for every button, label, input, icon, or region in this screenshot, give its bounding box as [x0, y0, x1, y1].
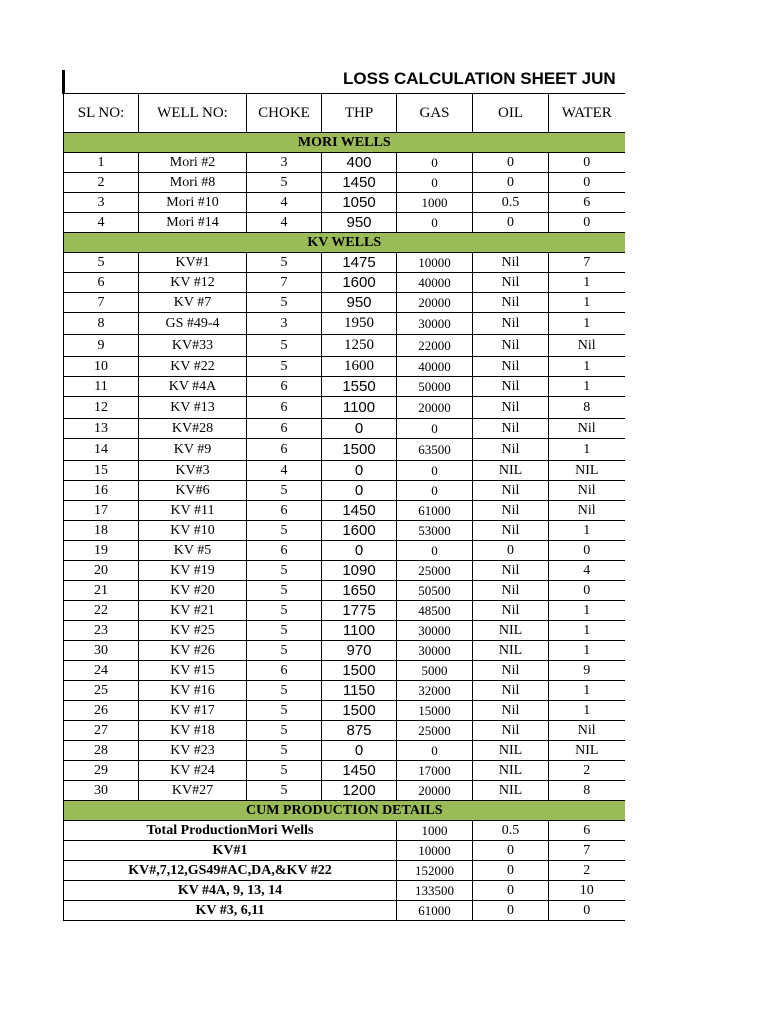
- table-cell[interactable]: 6: [247, 397, 322, 419]
- table-cell[interactable]: 1100: [322, 397, 397, 419]
- table-cell[interactable]: 0: [473, 541, 549, 561]
- summary-cell[interactable]: 0: [473, 881, 549, 901]
- column-header[interactable]: OIL: [473, 94, 549, 133]
- summary-cell[interactable]: 6: [549, 821, 625, 841]
- table-cell[interactable]: 5: [247, 641, 322, 661]
- table-cell[interactable]: 12: [64, 397, 139, 419]
- summary-row: [64, 841, 625, 861]
- table-cell[interactable]: 1100: [322, 621, 397, 641]
- table-cell[interactable]: 5: [247, 681, 322, 701]
- table-row: [64, 561, 625, 581]
- table-cell[interactable]: KV#6: [139, 481, 247, 501]
- table-cell[interactable]: Nil: [473, 419, 549, 439]
- table-cell[interactable]: 30: [64, 781, 139, 801]
- table-cell[interactable]: NIL: [473, 621, 549, 641]
- table-row: [64, 273, 625, 293]
- table-cell[interactable]: Nil: [473, 397, 549, 419]
- table-cell[interactable]: 0: [322, 481, 397, 501]
- table-cell[interactable]: 25: [64, 681, 139, 701]
- column-header[interactable]: THP: [322, 94, 397, 133]
- table-cell[interactable]: 1450: [322, 501, 397, 521]
- section-row: [64, 133, 625, 153]
- table-cell[interactable]: 1000: [397, 193, 473, 213]
- table-cell[interactable]: 7: [247, 273, 322, 293]
- table-cell[interactable]: 24: [64, 661, 139, 681]
- table-cell[interactable]: Nil: [549, 419, 625, 439]
- summary-cell[interactable]: 10: [549, 881, 625, 901]
- column-header[interactable]: WATER: [549, 94, 625, 133]
- table-cell[interactable]: 0: [397, 419, 473, 439]
- table-row: [64, 461, 625, 481]
- table-cell[interactable]: 4: [247, 461, 322, 481]
- table-cell[interactable]: 2: [64, 173, 139, 193]
- table-cell[interactable]: 50000: [397, 377, 473, 397]
- section-row: [64, 801, 625, 821]
- table-row: [64, 721, 625, 741]
- table-cell[interactable]: Nil: [549, 335, 625, 357]
- table-cell[interactable]: Mori #14: [139, 213, 247, 233]
- table-cell[interactable]: 0: [397, 213, 473, 233]
- loss-calculation-table: [63, 93, 625, 921]
- table-cell[interactable]: 61000: [397, 501, 473, 521]
- column-header[interactable]: CHOKE: [247, 94, 322, 133]
- table-cell[interactable]: 29: [64, 761, 139, 781]
- table-cell[interactable]: 0: [397, 741, 473, 761]
- table-cell[interactable]: 1: [549, 273, 625, 293]
- table-cell[interactable]: Nil: [473, 501, 549, 521]
- table-row: [64, 357, 625, 377]
- table-cell[interactable]: 5: [247, 481, 322, 501]
- table-cell[interactable]: 1950: [322, 313, 397, 335]
- sheet-title: LOSS CALCULATION SHEET JUN: [343, 69, 616, 88]
- table-cell[interactable]: 0: [549, 541, 625, 561]
- table-cell[interactable]: 63500: [397, 439, 473, 461]
- table-cell[interactable]: 1: [549, 701, 625, 721]
- table-cell[interactable]: 30: [64, 641, 139, 661]
- table-cell[interactable]: 15000: [397, 701, 473, 721]
- table-cell[interactable]: Nil: [473, 721, 549, 741]
- table-cell[interactable]: 48500: [397, 601, 473, 621]
- table-cell[interactable]: 21: [64, 581, 139, 601]
- table-cell[interactable]: 1: [549, 377, 625, 397]
- column-header[interactable]: WELL NO:: [139, 94, 247, 133]
- table-cell[interactable]: Nil: [473, 521, 549, 541]
- table-cell[interactable]: 5: [247, 561, 322, 581]
- table-cell[interactable]: 1150: [322, 681, 397, 701]
- table-cell[interactable]: 1: [549, 621, 625, 641]
- section-label[interactable]: CUM PRODUCTION DETAILS: [64, 801, 625, 821]
- table-cell[interactable]: 25000: [397, 721, 473, 741]
- table-cell[interactable]: 6: [247, 439, 322, 461]
- summary-cell[interactable]: 2: [549, 861, 625, 881]
- table-cell[interactable]: 4: [64, 213, 139, 233]
- table-cell[interactable]: 1600: [322, 357, 397, 377]
- summary-label[interactable]: KV#,7,12,GS49#AC,DA,&KV #22: [64, 861, 397, 881]
- table-row: [64, 661, 625, 681]
- table-cell[interactable]: 3: [247, 153, 322, 173]
- table-cell[interactable]: 7: [549, 253, 625, 273]
- table-cell[interactable]: Nil: [549, 481, 625, 501]
- summary-cell[interactable]: 7: [549, 841, 625, 861]
- table-cell[interactable]: 53000: [397, 521, 473, 541]
- table-cell[interactable]: 950: [322, 213, 397, 233]
- table-row: [64, 173, 625, 193]
- table-cell[interactable]: Nil: [473, 661, 549, 681]
- table-cell[interactable]: 0: [549, 173, 625, 193]
- table-cell[interactable]: Nil: [473, 481, 549, 501]
- table-cell[interactable]: Nil: [473, 273, 549, 293]
- table-row: [64, 397, 625, 419]
- table-cell[interactable]: 1: [549, 601, 625, 621]
- table-cell[interactable]: 1250: [322, 335, 397, 357]
- table-cell[interactable]: 26: [64, 701, 139, 721]
- table-cell[interactable]: KV #10: [139, 521, 247, 541]
- table-cell[interactable]: 23: [64, 621, 139, 641]
- table-cell[interactable]: NIL: [473, 641, 549, 661]
- table-cell[interactable]: 0: [322, 419, 397, 439]
- table-cell[interactable]: 8: [549, 781, 625, 801]
- table-cell[interactable]: KV #4A: [139, 377, 247, 397]
- table-cell[interactable]: 1450: [322, 173, 397, 193]
- table-cell[interactable]: KV#27: [139, 781, 247, 801]
- table-cell[interactable]: Mori #10: [139, 193, 247, 213]
- table-cell[interactable]: KV #7: [139, 293, 247, 313]
- table-row: [64, 501, 625, 521]
- summary-cell[interactable]: 0: [473, 841, 549, 861]
- table-cell[interactable]: KV #25: [139, 621, 247, 641]
- table-cell[interactable]: Nil: [549, 501, 625, 521]
- summary-label[interactable]: KV#1: [64, 841, 397, 861]
- table-cell[interactable]: 9: [64, 335, 139, 357]
- summary-label[interactable]: KV #4A, 9, 13, 14: [64, 881, 397, 901]
- table-cell[interactable]: 1450: [322, 761, 397, 781]
- table-cell[interactable]: 1: [549, 313, 625, 335]
- table-cell[interactable]: 1: [549, 521, 625, 541]
- table-cell[interactable]: 1500: [322, 661, 397, 681]
- table-row: [64, 781, 625, 801]
- table-cell[interactable]: 11: [64, 377, 139, 397]
- table-cell[interactable]: 1: [549, 357, 625, 377]
- table-cell[interactable]: 8: [64, 313, 139, 335]
- table-cell[interactable]: 0: [322, 461, 397, 481]
- table-cell[interactable]: 400: [322, 153, 397, 173]
- table-cell[interactable]: 8: [549, 397, 625, 419]
- table-cell[interactable]: KV #18: [139, 721, 247, 741]
- summary-cell[interactable]: 0: [473, 901, 549, 921]
- table-cell[interactable]: KV #21: [139, 601, 247, 621]
- table-cell[interactable]: 19: [64, 541, 139, 561]
- table-cell[interactable]: 5: [247, 601, 322, 621]
- table-cell[interactable]: NIL: [473, 741, 549, 761]
- section-label[interactable]: KV WELLS: [64, 233, 625, 253]
- table-cell[interactable]: 4: [247, 213, 322, 233]
- summary-cell[interactable]: 1000: [397, 821, 473, 841]
- table-cell[interactable]: 5: [247, 721, 322, 741]
- table-cell[interactable]: 0: [473, 213, 549, 233]
- table-row: [64, 419, 625, 439]
- table-cell[interactable]: Nil: [473, 313, 549, 335]
- table-cell[interactable]: 0: [397, 541, 473, 561]
- table-row: [64, 621, 625, 641]
- table-cell[interactable]: 1: [549, 293, 625, 313]
- table-cell[interactable]: NIL: [549, 741, 625, 761]
- table-cell[interactable]: 0: [549, 581, 625, 601]
- table-cell[interactable]: 17: [64, 501, 139, 521]
- table-cell[interactable]: GS #49-4: [139, 313, 247, 335]
- table-cell[interactable]: NIL: [549, 461, 625, 481]
- section-row: [64, 233, 625, 253]
- table-row: [64, 581, 625, 601]
- table-cell[interactable]: 40000: [397, 357, 473, 377]
- column-header[interactable]: GAS: [397, 94, 473, 133]
- table-cell[interactable]: 0: [322, 741, 397, 761]
- summary-cell[interactable]: 152000: [397, 861, 473, 881]
- table-cell[interactable]: Nil: [473, 253, 549, 273]
- summary-cell[interactable]: 0: [473, 861, 549, 881]
- table-cell[interactable]: 6: [64, 273, 139, 293]
- summary-row: [64, 861, 625, 881]
- table-cell[interactable]: 25000: [397, 561, 473, 581]
- table-row: [64, 439, 625, 461]
- table-cell[interactable]: KV #23: [139, 741, 247, 761]
- table-cell[interactable]: 5: [247, 581, 322, 601]
- table-cell[interactable]: Nil: [473, 581, 549, 601]
- table-cell[interactable]: Nil: [473, 357, 549, 377]
- header-row: [64, 94, 625, 133]
- table-cell[interactable]: 1600: [322, 521, 397, 541]
- table-cell[interactable]: 30000: [397, 641, 473, 661]
- table-row: [64, 641, 625, 661]
- table-row: [64, 481, 625, 501]
- table-cell[interactable]: 1650: [322, 581, 397, 601]
- table-cell[interactable]: 6: [247, 541, 322, 561]
- table-cell[interactable]: KV#33: [139, 335, 247, 357]
- table-cell[interactable]: 5: [247, 741, 322, 761]
- table-cell[interactable]: 5: [247, 173, 322, 193]
- table-cell[interactable]: 4: [549, 561, 625, 581]
- table-cell[interactable]: KV #11: [139, 501, 247, 521]
- table-cell[interactable]: 875: [322, 721, 397, 741]
- summary-cell[interactable]: 133500: [397, 881, 473, 901]
- table-cell[interactable]: 970: [322, 641, 397, 661]
- table-cell[interactable]: Nil: [473, 701, 549, 721]
- table-cell[interactable]: 0: [549, 153, 625, 173]
- table-row: [64, 193, 625, 213]
- table-cell[interactable]: 1: [549, 681, 625, 701]
- table-cell[interactable]: 1500: [322, 701, 397, 721]
- table-cell[interactable]: 0.5: [473, 193, 549, 213]
- table-cell[interactable]: NIL: [473, 781, 549, 801]
- table-row: [64, 213, 625, 233]
- table-row: [64, 681, 625, 701]
- table-cell[interactable]: 40000: [397, 273, 473, 293]
- table-cell[interactable]: 1090: [322, 561, 397, 581]
- table-cell[interactable]: Nil: [473, 335, 549, 357]
- table-cell[interactable]: 5: [247, 253, 322, 273]
- table-cell[interactable]: KV #16: [139, 681, 247, 701]
- table-cell[interactable]: 5: [247, 781, 322, 801]
- table-cell[interactable]: 5000: [397, 661, 473, 681]
- table-cell[interactable]: 4: [247, 193, 322, 213]
- table-cell[interactable]: 5: [247, 621, 322, 641]
- table-cell[interactable]: 0: [397, 153, 473, 173]
- table-cell[interactable]: KV #24: [139, 761, 247, 781]
- table-cell[interactable]: 5: [247, 761, 322, 781]
- table-cell[interactable]: Nil: [473, 561, 549, 581]
- column-header[interactable]: SL NO:: [64, 94, 139, 133]
- table-cell[interactable]: 28: [64, 741, 139, 761]
- table-cell[interactable]: KV #22: [139, 357, 247, 377]
- table-row: [64, 253, 625, 273]
- table-cell[interactable]: 17000: [397, 761, 473, 781]
- table-cell[interactable]: 1500: [322, 439, 397, 461]
- table-cell[interactable]: KV#28: [139, 419, 247, 439]
- table-cell[interactable]: 9: [549, 661, 625, 681]
- table-cell[interactable]: 30000: [397, 313, 473, 335]
- table-cell[interactable]: KV #17: [139, 701, 247, 721]
- table-cell[interactable]: KV #13: [139, 397, 247, 419]
- table-cell[interactable]: 0: [473, 153, 549, 173]
- table-cell[interactable]: 22000: [397, 335, 473, 357]
- table-row: [64, 701, 625, 721]
- table-row: [64, 377, 625, 397]
- table-cell[interactable]: KV #26: [139, 641, 247, 661]
- table-row: [64, 761, 625, 781]
- table-cell[interactable]: 6: [247, 377, 322, 397]
- table-cell[interactable]: 32000: [397, 681, 473, 701]
- table-cell[interactable]: 5: [247, 701, 322, 721]
- table-cell[interactable]: 16: [64, 481, 139, 501]
- table-cell[interactable]: KV #15: [139, 661, 247, 681]
- summary-label[interactable]: Total ProductionMori Wells: [64, 821, 397, 841]
- summary-cell[interactable]: 0.5: [473, 821, 549, 841]
- table-cell[interactable]: 22: [64, 601, 139, 621]
- table-cell[interactable]: Nil: [473, 681, 549, 701]
- table-cell[interactable]: 5: [247, 335, 322, 357]
- table-cell[interactable]: NIL: [473, 761, 549, 781]
- table-cell[interactable]: 3: [247, 313, 322, 335]
- table-cell[interactable]: KV#1: [139, 253, 247, 273]
- table-cell[interactable]: Nil: [473, 293, 549, 313]
- table-cell[interactable]: Nil: [473, 601, 549, 621]
- table-cell[interactable]: 6: [247, 501, 322, 521]
- table-cell[interactable]: 14: [64, 439, 139, 461]
- table-cell[interactable]: 10000: [397, 253, 473, 273]
- table-row: [64, 741, 625, 761]
- table-row: [64, 541, 625, 561]
- table-cell[interactable]: 0: [473, 173, 549, 193]
- table-row: [64, 153, 625, 173]
- summary-row: [64, 901, 625, 921]
- table-cell[interactable]: 18: [64, 521, 139, 541]
- table-cell[interactable]: 3: [64, 193, 139, 213]
- table-cell[interactable]: 20000: [397, 397, 473, 419]
- table-cell[interactable]: Nil: [549, 721, 625, 741]
- table-row: [64, 521, 625, 541]
- summary-row: [64, 881, 625, 901]
- table-cell[interactable]: Nil: [473, 439, 549, 461]
- table-cell[interactable]: 15: [64, 461, 139, 481]
- summary-row: [64, 821, 625, 841]
- table-cell[interactable]: 1: [549, 641, 625, 661]
- summary-cell[interactable]: 61000: [397, 901, 473, 921]
- table-cell[interactable]: 10: [64, 357, 139, 377]
- table-cell[interactable]: NIL: [473, 461, 549, 481]
- table-cell[interactable]: KV #19: [139, 561, 247, 581]
- table-cell[interactable]: 5: [247, 521, 322, 541]
- table-cell[interactable]: 2: [549, 761, 625, 781]
- table-cell[interactable]: 1600: [322, 273, 397, 293]
- table-row: [64, 293, 625, 313]
- table-cell[interactable]: 1550: [322, 377, 397, 397]
- table-cell[interactable]: KV #12: [139, 273, 247, 293]
- summary-cell[interactable]: 10000: [397, 841, 473, 861]
- summary-cell[interactable]: 0: [549, 901, 625, 921]
- summary-label[interactable]: KV #3, 6,11: [64, 901, 397, 921]
- table-cell[interactable]: 20: [64, 561, 139, 581]
- table-cell[interactable]: 1: [64, 153, 139, 173]
- table-cell[interactable]: 0: [549, 213, 625, 233]
- table-cell[interactable]: Mori #8: [139, 173, 247, 193]
- table-cell[interactable]: KV #20: [139, 581, 247, 601]
- table-cell[interactable]: 6: [549, 193, 625, 213]
- table-cell[interactable]: 0: [397, 481, 473, 501]
- table-cell[interactable]: 5: [247, 357, 322, 377]
- table-cell[interactable]: 13: [64, 419, 139, 439]
- table-cell[interactable]: 7: [64, 293, 139, 313]
- table-cell[interactable]: 0: [322, 541, 397, 561]
- table-cell[interactable]: KV#3: [139, 461, 247, 481]
- table-cell[interactable]: 6: [247, 661, 322, 681]
- table-cell[interactable]: 27: [64, 721, 139, 741]
- table-cell[interactable]: Nil: [473, 377, 549, 397]
- table-cell[interactable]: KV #5: [139, 541, 247, 561]
- table-cell[interactable]: KV #9: [139, 439, 247, 461]
- table-row: [64, 313, 625, 335]
- cell-cursor-bar: [62, 70, 65, 94]
- table-cell[interactable]: 950: [322, 293, 397, 313]
- table-cell[interactable]: 0: [397, 173, 473, 193]
- table-cell[interactable]: 0: [397, 461, 473, 481]
- table-cell[interactable]: 20000: [397, 293, 473, 313]
- table-cell[interactable]: Mori #2: [139, 153, 247, 173]
- table-row: [64, 601, 625, 621]
- table-cell[interactable]: 1200: [322, 781, 397, 801]
- table-cell[interactable]: 20000: [397, 781, 473, 801]
- table-cell[interactable]: 5: [247, 293, 322, 313]
- table-cell[interactable]: 6: [247, 419, 322, 439]
- table-cell[interactable]: 5: [64, 253, 139, 273]
- table-cell[interactable]: 50500: [397, 581, 473, 601]
- table-cell[interactable]: 1050: [322, 193, 397, 213]
- table-row: [64, 335, 625, 357]
- table-cell[interactable]: 30000: [397, 621, 473, 641]
- table-cell[interactable]: 1775: [322, 601, 397, 621]
- table-cell[interactable]: 1475: [322, 253, 397, 273]
- table-cell[interactable]: 1: [549, 439, 625, 461]
- section-label[interactable]: MORI WELLS: [64, 133, 625, 153]
